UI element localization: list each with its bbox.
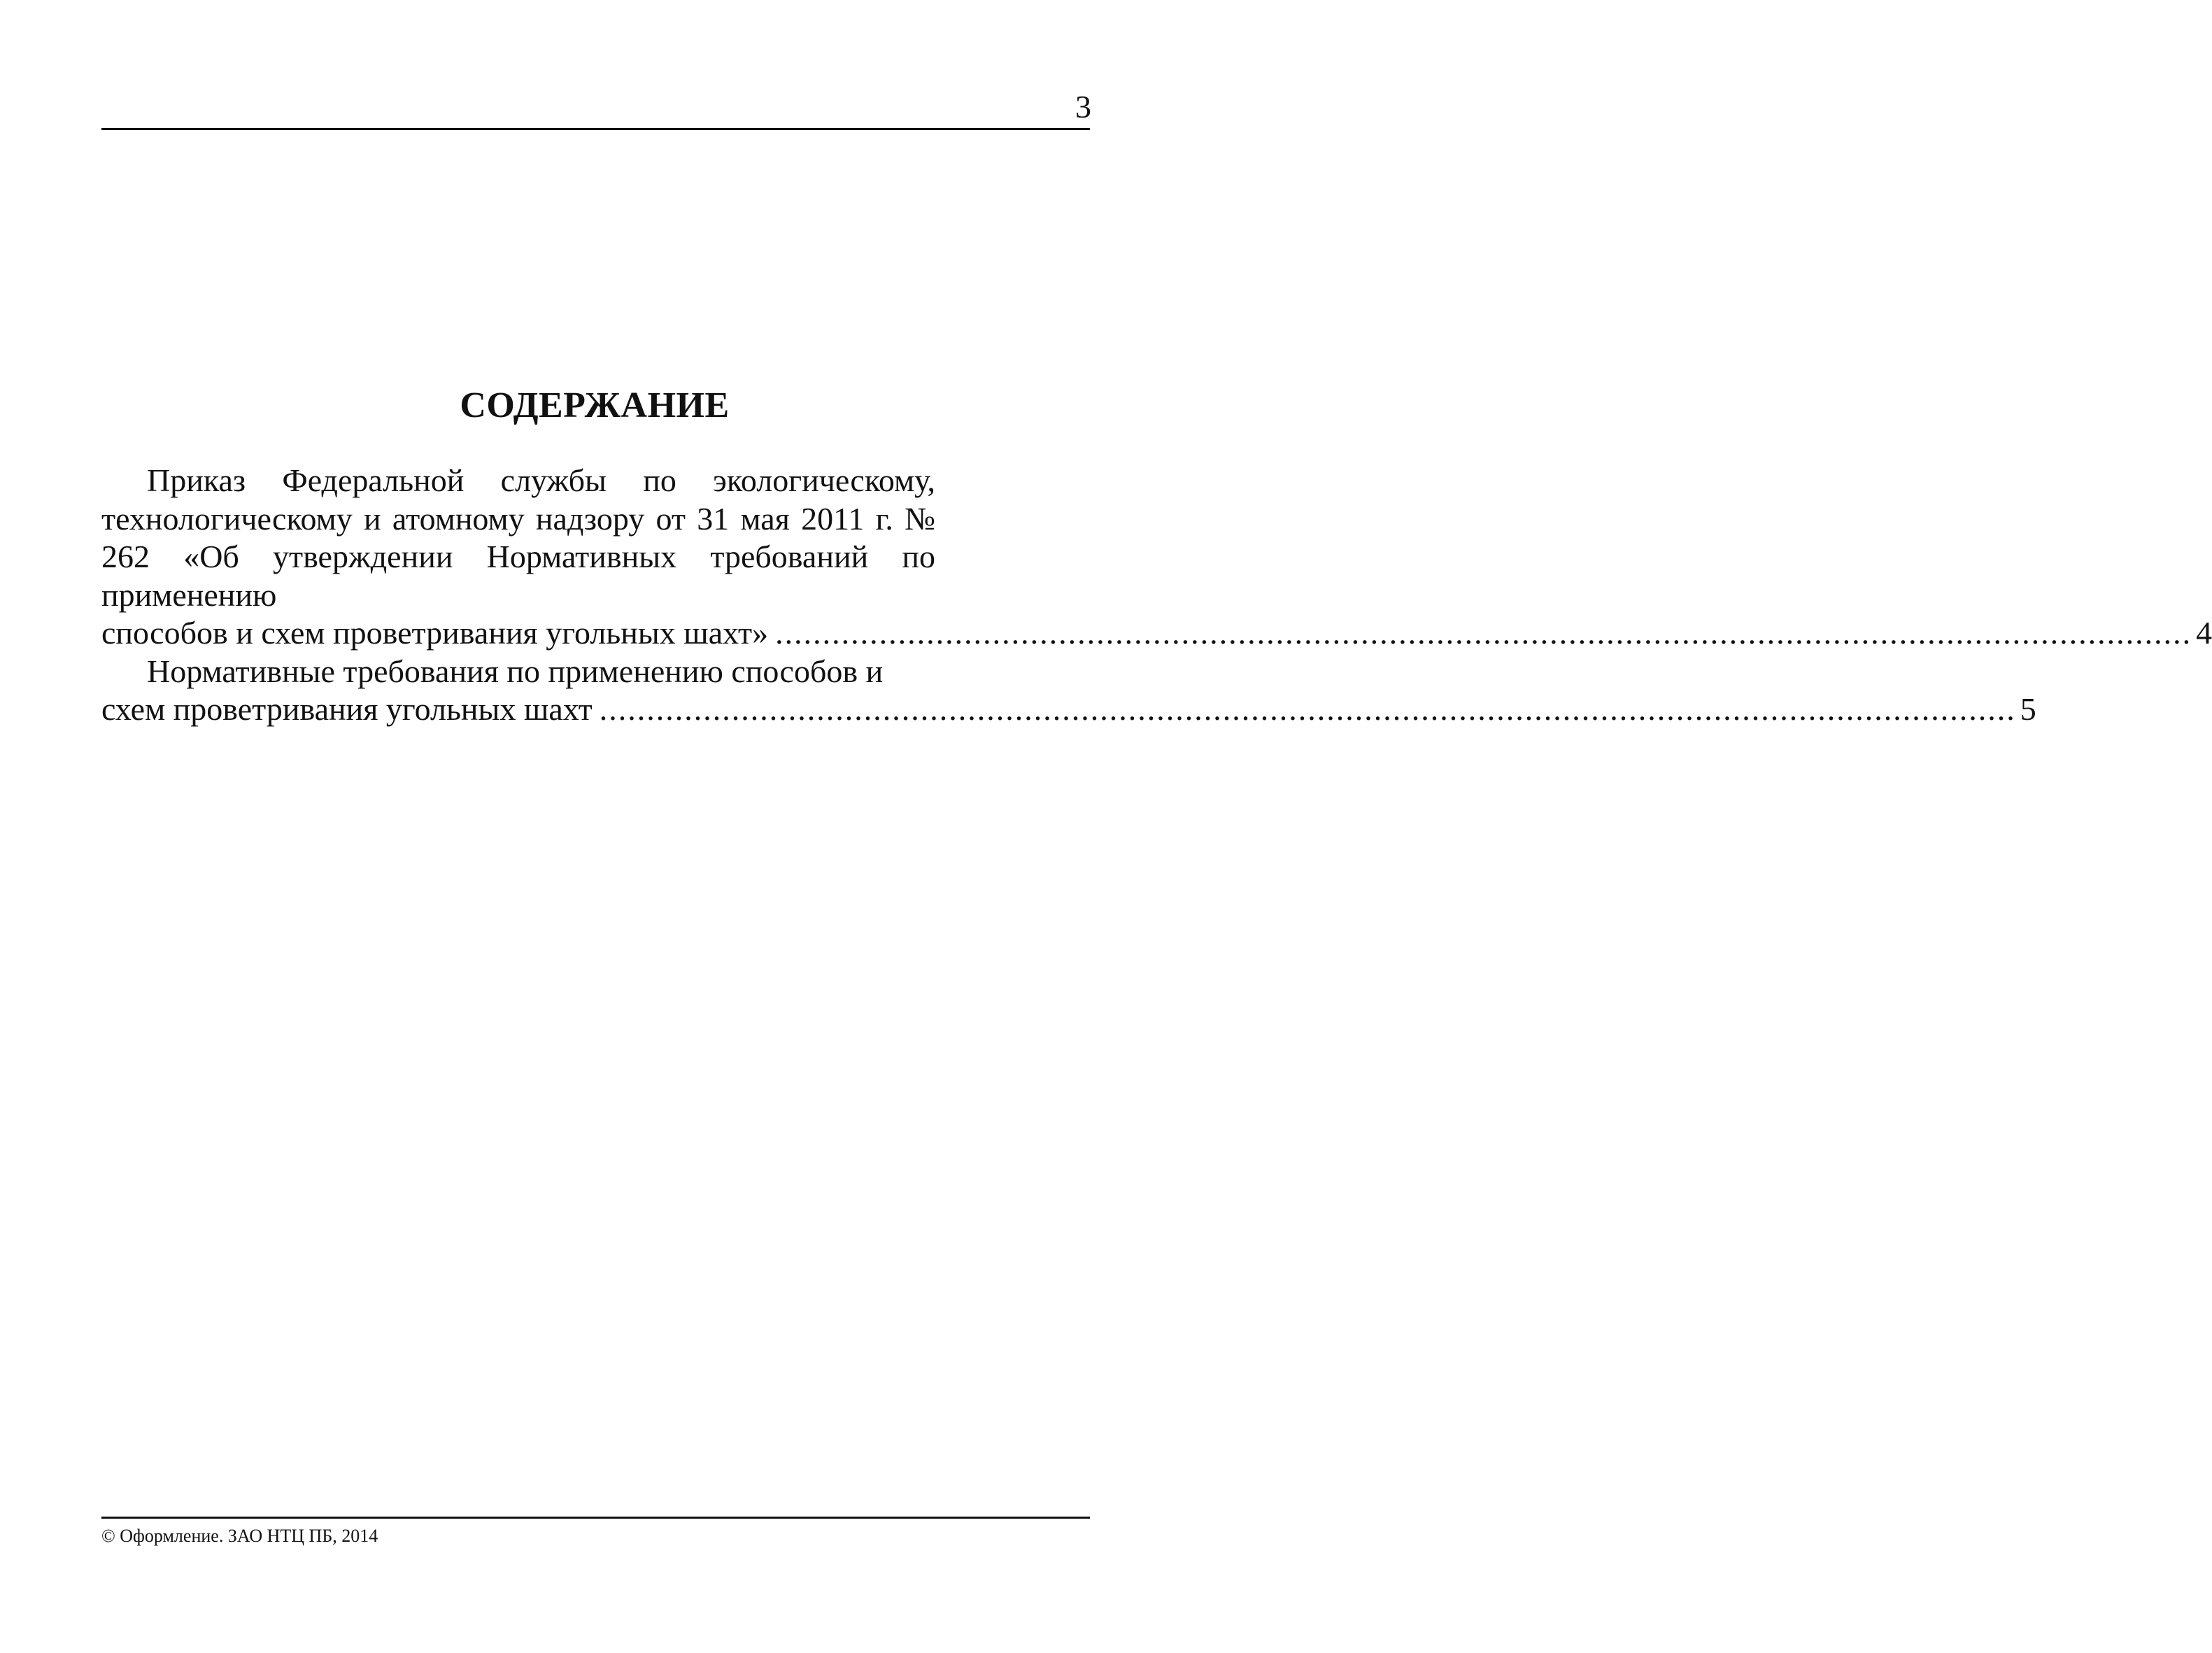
toc-entry-last-line — [101, 690, 2036, 729]
toc-entry-last-line — [101, 614, 2212, 653]
toc-entry-text: Нормативные требования по применению способов и — [147, 653, 884, 689]
toc-entry-text: Приказ Федеральной службы по экологическому, технологическому и атомному надзору от 31 мая 2011 г. № 262 «Об утверждении Нормативных требований по применению — [101, 462, 935, 613]
page-number: 3 — [1075, 89, 1091, 125]
toc-entry-page: 5 — [2020, 691, 2036, 727]
toc-entry[interactable] — [101, 653, 2036, 729]
header-rule — [101, 128, 1090, 130]
toc-entry-text-end: способов и схем проветривания угольных шахт» — [101, 615, 769, 651]
toc-entry[interactable] — [101, 462, 2212, 653]
toc-title: СОДЕРЖАНИЕ — [460, 385, 730, 425]
toc-entry-text-end: схем проветривания угольных шахт — [101, 691, 593, 727]
footer-rule — [101, 1517, 1090, 1519]
table-of-contents — [101, 462, 2212, 729]
dot-leader: ...................................................................................................................................................... — [599, 691, 2016, 727]
copyright-notice: © Оформление. ЗАО НТЦ ПБ, 2014 — [101, 1526, 378, 1546]
toc-entry-page: 4 — [2196, 615, 2212, 651]
dot-leader: ...................................................................................................................................................... — [775, 615, 2192, 651]
